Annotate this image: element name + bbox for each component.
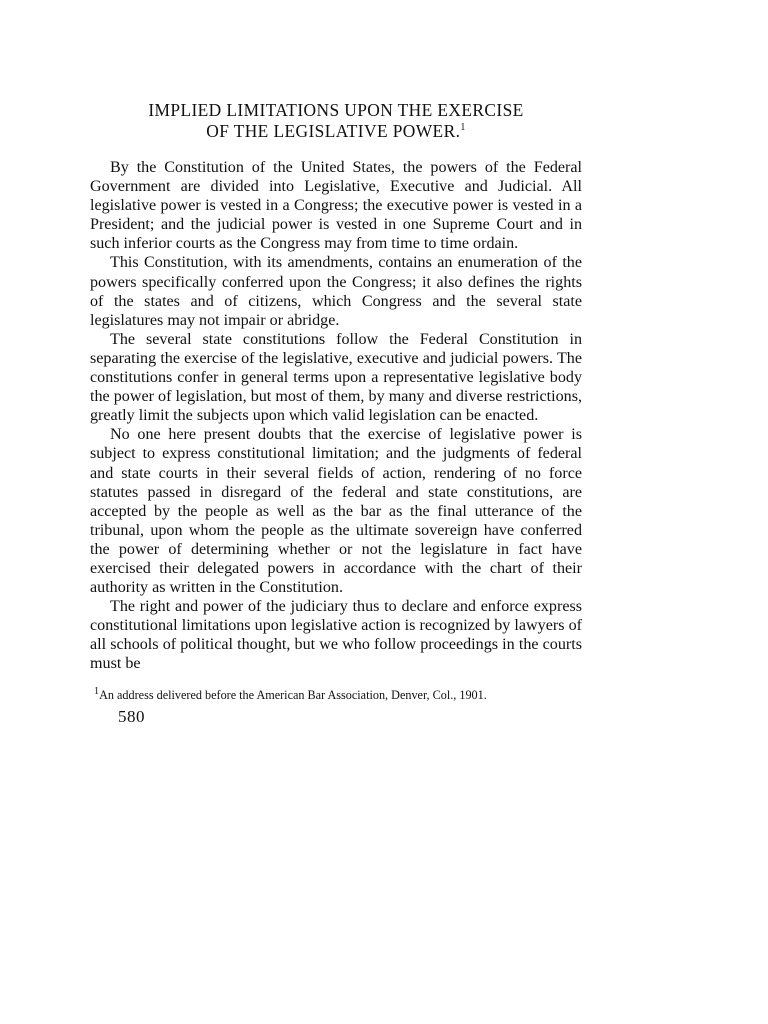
paragraph-3: The several state constitutions follow the Federal Constitution in separating the exercise of the legislative, executive and judicial powers. The constitutions confer in general terms upon a representative legislative body the power of legislation, but most of them, by many and diverse restrictions, greatly limit the subjects upon which valid legislation can be enacted. xyxy=(90,330,582,425)
footnote-mark: 1 xyxy=(94,685,100,697)
article-body xyxy=(90,158,582,674)
title-line-2 xyxy=(90,121,582,142)
page-number: 580 xyxy=(118,706,145,726)
paragraph-5: The right and power of the judiciary thus to declare and enforce express constitutional limitations upon legislative action is recognized by lawyers of all schools of political thought, but we who follow proceedings in the courts must be xyxy=(90,598,582,673)
document-page xyxy=(90,100,582,727)
article-title xyxy=(90,100,582,142)
paragraph-4: No one here present doubts that the exercise of legislative power is subject to express constitutional limitation; and the judgments of federal and state courts in their several fields of action, rendering of no force statutes passed in disregard of the federal and state constitutions, are accepted by the people as well as the bar as the final utterance of the tribunal, upon whom the people as the ultimate sovereign have conferred the power of determining whether or not the legislature in fact have exercised their delegated powers in accordance with the chart of their authority as written in the Constitution. xyxy=(90,426,582,597)
paragraph-1: By the Constitution of the United States, the powers of the Federal Government are divided into Legislative, Executive and Judicial. All legislative power is vested in a Congress; the executive power is vested in a President; and the judicial power is vested in one Supreme Court and in such inferior courts as the Congress may from time to time ordain. xyxy=(90,159,582,253)
paragraph-2: This Constitution, with its amendments, contains an enumeration of the powers specifically conferred upon the Congress; it also defines the rights of the states and of citizens, which Congress and the several state legislatures may not impair or abridge. xyxy=(90,254,582,329)
title-footnote-mark: 1 xyxy=(460,122,466,134)
title-line-2-text: OF THE LEGISLATIVE POWER. xyxy=(206,121,461,141)
footnote xyxy=(90,684,582,703)
footnote-text: An address delivered before the American Bar Association, Denver, Col., 1901. xyxy=(99,687,487,702)
title-line-1: IMPLIED LIMITATIONS UPON THE EXERCISE xyxy=(148,100,524,120)
